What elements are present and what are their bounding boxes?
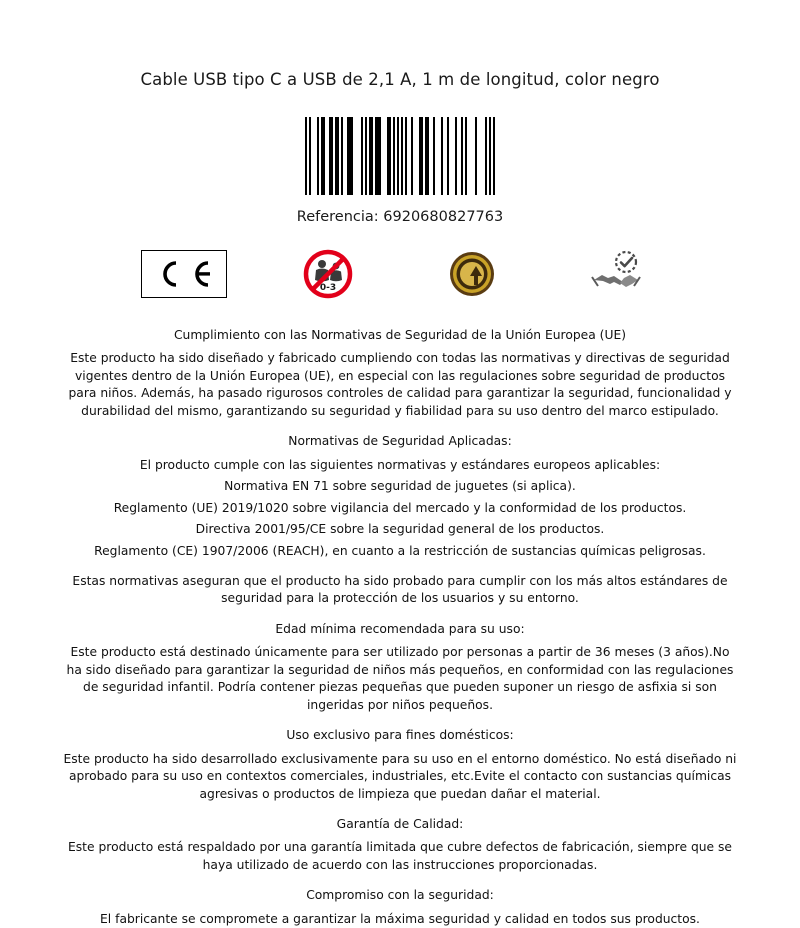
handshake-quality-wrapper [573,251,659,297]
certification-icons [40,251,760,297]
handshake-quality-icon [588,250,644,298]
quality-seal-icon [448,250,496,298]
barcode-bar [353,117,361,195]
section-heading-domestic: Uso exclusivo para fines domésticos: [286,728,514,743]
ce-mark-icon [141,250,227,298]
barcode-reference: Referencia: 6920680827763 [296,209,504,225]
compliance-body [40,327,760,928]
barcode-bar [477,117,485,195]
standard-2019-1020: Reglamento (UE) 2019/1020 sobre vigilancia del mercado y la conformidad de los productos. [113,500,687,515]
standard-en71: Normativa EN 71 sobre seguridad de juguetes (si aplica). [224,479,576,494]
standard-2001-95-ce: Directiva 2001/95/CE sobre la seguridad general de los productos. [195,522,605,537]
section-heading-standards: Normativas de Seguridad Aplicadas: [288,434,512,449]
section-heading-compliance: Cumplimiento con las Normativas de Seguridad de la Unión Europea (UE) [173,328,627,342]
standard-reach: Reglamento (CE) 1907/2006 (REACH), en cuanto a la restricción de sustancias químicas peligrosas. [94,543,706,558]
section-text-standards-summary: Estas normativas aseguran que el producto ha sido probado para cumplir con los más altos estándares de seguridad para la protección de los usuarios y su entorno. [72,573,728,606]
section-text-commitment: El fabricante se compromete a garantizar la máxima seguridad y calidad en todos sus productos. [100,911,700,926]
barcode-area [40,117,760,195]
section-heading-commitment: Compromiso con la seguridad: [306,888,494,903]
section-text-warranty: Este producto está respaldado por una garantía limitada que cubre defectos de fabricación, siempre que se haya utilizado de acuerdo con las instrucciones proporcionadas. [68,840,732,872]
section-heading-age: Edad mínima recomendada para su uso: [275,621,525,636]
section-heading-warranty: Garantía de Calidad: [336,816,464,831]
section-text-compliance: Este producto ha sido diseñado y fabricado cumpliendo con todas las normativas y directivas de seguridad vigentes dentro de la Unión Europea (UE), en especial con las regulaciones sobre seguridad de productos para niños. Además, ha pasado rigurosos controles de calidad para garantizar la seguridad, funcionalidad y durabilidad del mismo, garantizando su seguridad y fiabilidad para su uso dentro del marco estipulado. [68,351,732,418]
barcode-image [305,117,495,195]
section-text-age: Este producto está destinado únicamente para ser utilizado por personas a partir de 36 meses (3 años).No ha sido diseñado para garantizar la seguridad de niños más pequeños, en conformidad con las regulaciones de seguridad infantil. Podría contener piezas pequeñas que pueden suponer un riesgo de asfixia si son ingeridas por niños pequeños. [66,645,734,712]
quality-seal-wrapper [429,251,515,297]
no-under-3-years-wrapper [285,251,371,297]
section-text-domestic: Este producto ha sido desarrollado exclusivamente para su uso en el entorno doméstico. No está diseñado ni aprobado para su uso en contextos comerciales, industriales, etc.Evite el contacto con sustancias químicas agresivas o productos de limpieza que puedan dañar el material. [63,751,737,801]
section-text-standards-intro: El producto cumple con las siguientes normativas y estándares europeos aplicables: [139,457,661,472]
barcode-bar [467,117,475,195]
ce-mark-wrapper [141,251,227,297]
svg-text:0-3: 0-3 [319,283,337,293]
no-under-3-years-icon [303,249,353,299]
page-title: Cable USB tipo C a USB de 2,1 A, 1 m de longitud, color negro [140,70,660,89]
barcode-bar [493,117,495,195]
